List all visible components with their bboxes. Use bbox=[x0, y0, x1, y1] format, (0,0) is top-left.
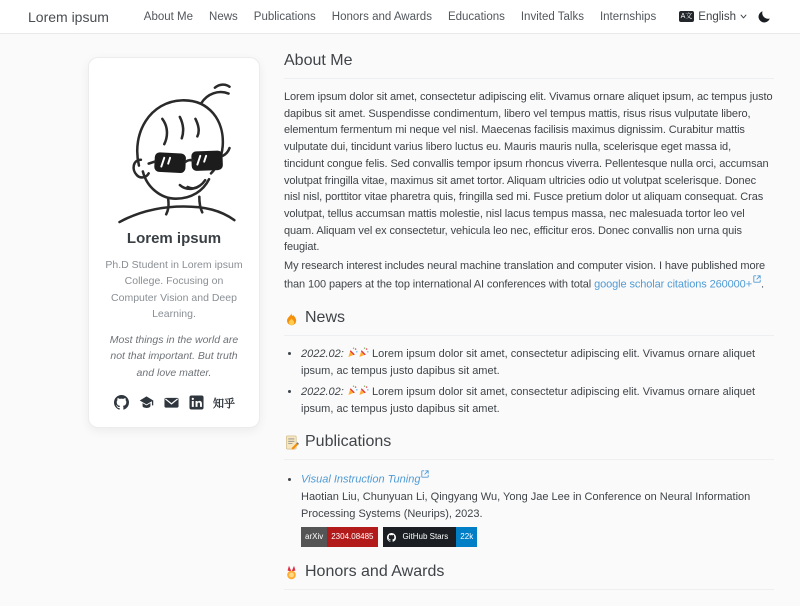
site-brand[interactable]: Lorem ipsum bbox=[28, 8, 109, 25]
news-list bbox=[284, 346, 774, 417]
news-date: 2022.02: bbox=[301, 348, 344, 361]
news-date: 2022.02: bbox=[301, 386, 344, 399]
research-paragraph: My research interest includes neural machine translation and computer vision. I have published more than 100 papers at the top international AI conferences with total google scholar citations 260000+ . bbox=[284, 260, 766, 291]
news-text: Lorem ipsum dolor sit amet, consectetur adipiscing elit. Vivamus ornare aliquet ipsum, ac tempus justo dapibus sit amet. bbox=[301, 386, 756, 415]
section-news bbox=[284, 309, 774, 417]
divider bbox=[284, 78, 774, 79]
news-item bbox=[301, 346, 774, 379]
language-label: English bbox=[698, 10, 736, 23]
profile-card bbox=[88, 57, 260, 428]
profile-name: Lorem ipsum bbox=[126, 230, 222, 247]
external-link-icon bbox=[753, 275, 761, 283]
arxiv-badge[interactable]: arXiv 2304.08485 bbox=[301, 527, 378, 547]
email-icon[interactable] bbox=[163, 395, 179, 411]
nav-item-honors-and-awards[interactable]: Honors and Awards bbox=[331, 10, 432, 23]
translate-icon: A文 bbox=[680, 13, 693, 20]
medal-icon bbox=[284, 565, 299, 580]
about-me-title: About Me bbox=[284, 52, 353, 69]
nav-item-internships[interactable]: Internships bbox=[599, 10, 657, 23]
navbar bbox=[0, 0, 800, 34]
fire-icon bbox=[284, 311, 299, 326]
party-popper-icon bbox=[347, 385, 358, 396]
google-scholar-icon[interactable] bbox=[138, 395, 154, 411]
news-text: Lorem ipsum dolor sit amet, consectetur adipiscing elit. Vivamus ornare aliquet ipsum, ac tempus justo dapibus sit amet. bbox=[301, 348, 756, 377]
chevron-down-icon bbox=[740, 13, 747, 20]
memo-icon bbox=[284, 435, 299, 450]
github-icon bbox=[387, 533, 396, 542]
divider bbox=[284, 335, 774, 336]
news-item bbox=[301, 384, 774, 417]
publication-badges bbox=[301, 527, 774, 547]
publication-authors: Haotian Liu, Chunyuan Li, Qingyang Wu, Yong Jae Lee in Conference on Neural Information Processing Systems (Neurips), 2023. bbox=[301, 491, 751, 520]
divider bbox=[284, 459, 774, 460]
profile-motto: Most things in the world are not that important. But truth and love matter. bbox=[109, 334, 239, 379]
section-honors bbox=[284, 563, 774, 590]
github-stars-badge[interactable]: GitHub Stars 22k bbox=[383, 527, 478, 547]
divider bbox=[284, 589, 774, 590]
party-popper-icon bbox=[358, 385, 369, 396]
sidebar bbox=[88, 57, 260, 428]
external-link-icon bbox=[421, 470, 429, 478]
nav-item-educations[interactable]: Educations bbox=[447, 10, 505, 23]
nav-controls bbox=[679, 9, 772, 25]
nav-item-publications[interactable]: Publications bbox=[253, 10, 316, 23]
dark-mode-toggle-moon-icon[interactable] bbox=[756, 9, 772, 25]
section-about-me bbox=[284, 52, 774, 293]
news-title: News bbox=[284, 309, 774, 327]
language-selector[interactable] bbox=[679, 11, 747, 23]
google-scholar-citations-link[interactable]: google scholar citations 260000+ bbox=[594, 278, 753, 291]
nav-menu bbox=[136, 11, 664, 23]
nav-item-news[interactable]: News bbox=[209, 10, 238, 23]
github-icon[interactable] bbox=[113, 395, 129, 411]
party-popper-icon bbox=[358, 347, 369, 358]
zhihu-link[interactable]: 知乎 bbox=[213, 397, 235, 410]
profile-bio: Ph.D Student in Lorem ipsum College. Focusing on Computer Vision and Deep Learning. bbox=[105, 259, 243, 320]
nav-item-invited-talks[interactable]: Invited Talks bbox=[520, 10, 584, 23]
publication-item bbox=[301, 470, 774, 547]
publication-title-link[interactable]: Visual Instruction Tuning bbox=[301, 473, 421, 486]
publications-list bbox=[284, 470, 774, 547]
publications-title: Publications bbox=[284, 433, 774, 451]
page-body bbox=[0, 34, 800, 606]
honors-title: Honors and Awards bbox=[284, 563, 774, 581]
party-popper-icon bbox=[347, 347, 358, 358]
about-paragraph: Lorem ipsum dolor sit amet, consectetur adipiscing elit. Vivamus ornare aliquet ipsum, ac tempus justo dapibus sit amet. Suspendisse condimentum, libero vel tempus mattis, risus risus vulputate libero, elementum fermentum mi neque vel nisl. Maecenas facilisis maximus dignissim. Curabitur mattis vulputate dui, tincidunt varius libero luctus eu. Mauris mauris nulla, scelerisque eget massa id, tincidunt congue felis. Sed convallis tempor ipsum rhoncus viverra. Pellentesque nulla orci, accumsan volutpat fringilla vitae, maximus sit amet tortor. Aliquam ultricies odio ut volutpat scelerisque. Donec nisl nisl, porttitor vitae pharetra quis, fringilla sed mi. Fusce pretium dolor ut aliquam consequat. Cras volutpat, tellus accumsan mattis molestie, nisl lacus tempus massa, nec malesuada tortor leo vel quam. Aliquam vel ex consectetur, vehicula leo nec, efficitur eros. Donec convallis non urna quis feugiat. bbox=[284, 91, 773, 254]
main-content bbox=[284, 52, 774, 606]
linkedin-icon[interactable] bbox=[188, 395, 204, 411]
avatar bbox=[105, 76, 243, 224]
nav-item-about-me[interactable]: About Me bbox=[143, 10, 194, 23]
section-publications bbox=[284, 433, 774, 547]
social-links bbox=[102, 395, 246, 411]
